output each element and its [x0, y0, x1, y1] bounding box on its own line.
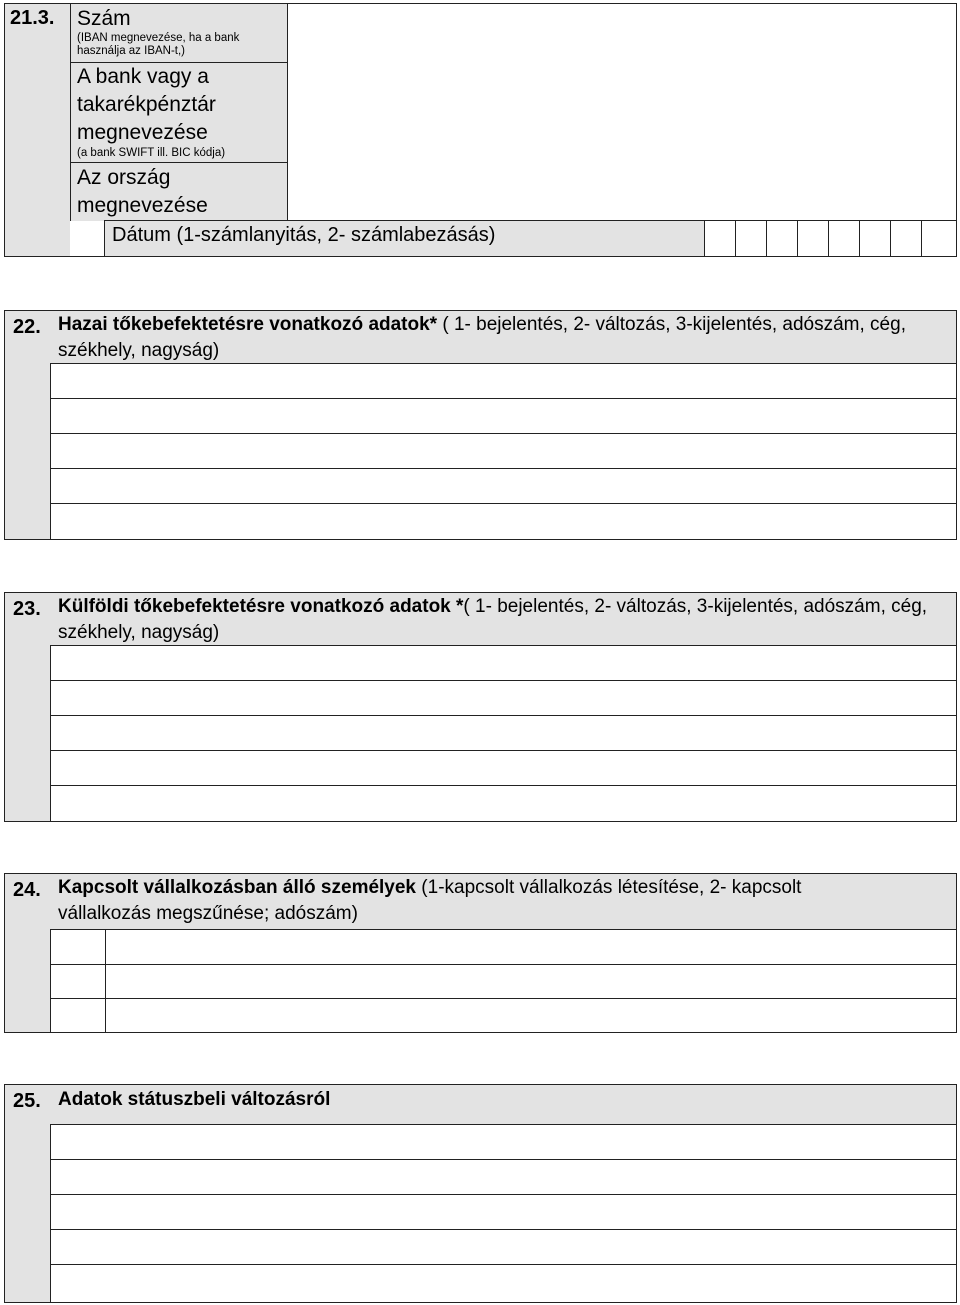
section-title: [58, 594, 956, 646]
date-prefix-box[interactable]: [70, 221, 105, 256]
section-title-rest: ( 1- bejelentés, 2- változás, 3-kijelentés, adószám, cég, székhely, nagyság): [58, 314, 906, 361]
section-number: 22.: [13, 316, 41, 338]
entry-row[interactable]: [50, 1124, 957, 1160]
entry-row[interactable]: [50, 503, 957, 540]
entry-row[interactable]: [105, 964, 957, 999]
entry-row[interactable]: [50, 468, 957, 504]
section-title-bold: Külföldi tőkebefektetésre vonatkozó adatok *: [58, 596, 464, 617]
section-title-bold: Hazai tőkebefektetésre vonatkozó adatok*: [58, 314, 438, 335]
account-data-input[interactable]: [287, 4, 956, 220]
section-number: 24.: [13, 879, 41, 901]
date-digit-box[interactable]: [704, 221, 735, 256]
section-number: 23.: [13, 598, 41, 620]
entry-row[interactable]: [50, 1229, 957, 1265]
date-digit-box[interactable]: [828, 221, 859, 256]
field-title: A bank vagy a takarékpénztár megnevezése: [77, 65, 216, 144]
section-title-bold: Adatok státuszbeli változásról: [58, 1089, 331, 1110]
entry-row-code[interactable]: [50, 929, 106, 965]
entry-row[interactable]: [105, 929, 957, 965]
entry-row[interactable]: [50, 398, 957, 434]
entry-row[interactable]: [50, 363, 957, 399]
field-label-country: [77, 164, 277, 220]
field-note: (IBAN megnevezése, ha a bank használja az IBAN-t,): [77, 32, 240, 57]
entry-row[interactable]: [50, 1159, 957, 1195]
entry-row[interactable]: [50, 1194, 957, 1230]
date-digit-box[interactable]: [766, 221, 797, 256]
entry-row[interactable]: [50, 750, 957, 786]
section-title: [58, 312, 953, 364]
section-number: 21.3.: [10, 7, 55, 29]
entry-row[interactable]: [50, 1264, 957, 1303]
date-digit-box[interactable]: [859, 221, 890, 256]
date-digit-box[interactable]: [890, 221, 921, 256]
date-digit-box[interactable]: [797, 221, 828, 256]
section-title-rest: (1-kapcsolt vállalkozás létesítése, 2- kapcsolt vállalkozás megszűnése; adószám): [58, 877, 802, 924]
entry-row-code[interactable]: [50, 998, 106, 1033]
section-title-bold: Kapcsolt vállalkozásban álló személyek: [58, 877, 417, 898]
entry-row[interactable]: [50, 433, 957, 469]
section-title: [58, 1087, 330, 1113]
entry-row[interactable]: [50, 715, 957, 751]
entry-row[interactable]: [50, 645, 957, 681]
section-number: 25.: [13, 1090, 41, 1112]
entry-row[interactable]: [105, 998, 957, 1033]
field-note: (a bank SWIFT ill. BIC kódja): [77, 147, 226, 159]
field-label-bank: [77, 63, 287, 160]
entry-row[interactable]: [50, 680, 957, 716]
entry-row[interactable]: [50, 785, 957, 822]
entry-row-code[interactable]: [50, 964, 106, 999]
section-title-rest: ( 1- bejelentés, 2- változás, 3-kijelentés, adószám, cég, székhely, nagyság): [58, 596, 928, 643]
field-title: Az ország megnevezése: [77, 166, 208, 217]
date-boxes: [704, 221, 956, 256]
date-digit-box[interactable]: [921, 221, 956, 256]
field-title: Szám: [77, 7, 131, 30]
field-label-szam: [77, 6, 287, 58]
section-title: [58, 875, 888, 927]
date-digit-box[interactable]: [735, 221, 766, 256]
date-label: Dátum (1-számlanyitás, 2- számlabezásás): [112, 224, 496, 246]
